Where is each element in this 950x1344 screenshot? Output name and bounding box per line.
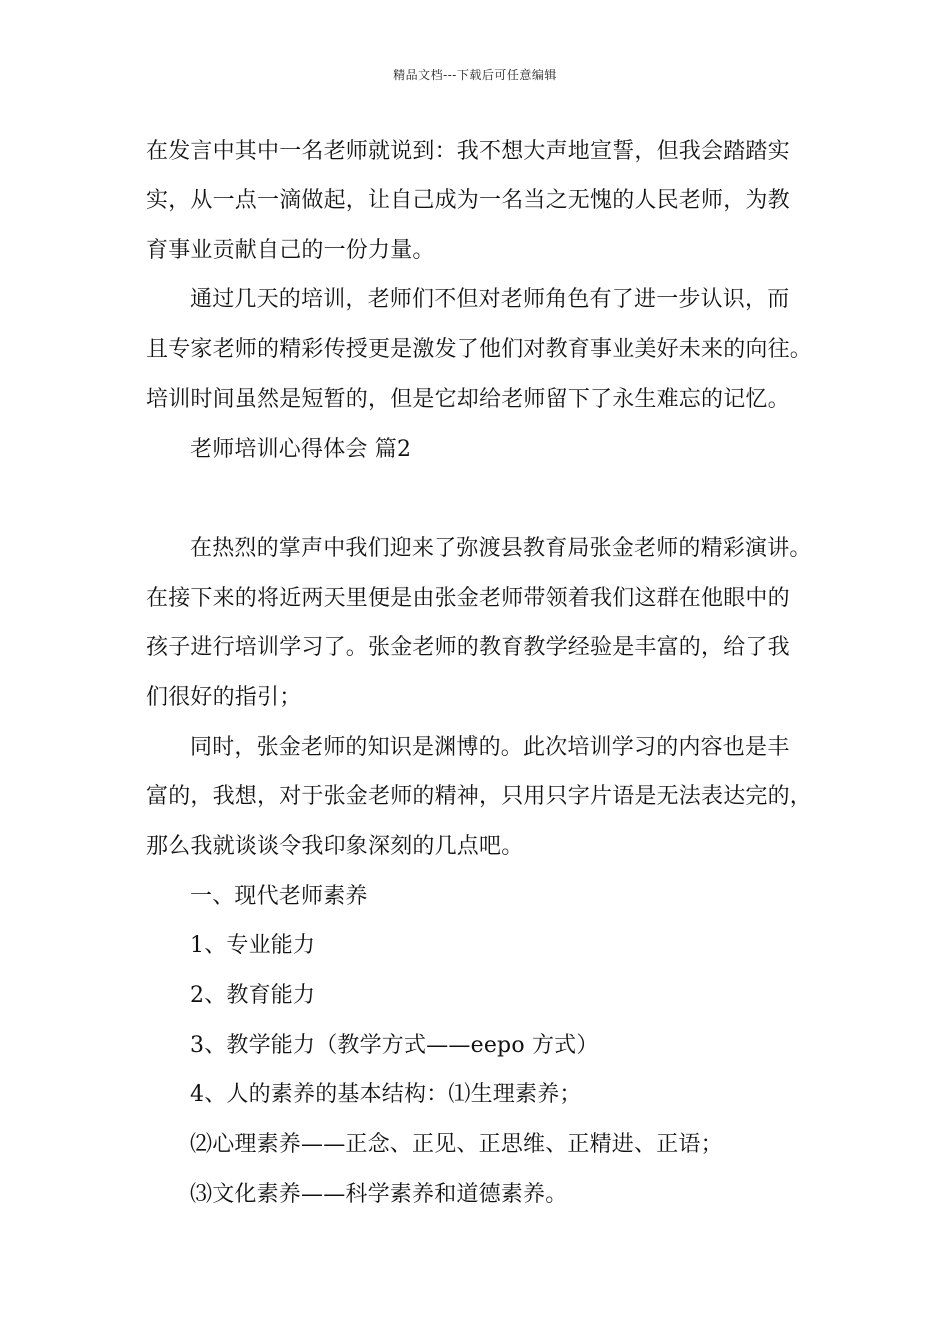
list-item: 1、专业能力: [190, 933, 316, 958]
paragraph-line: 们很好的指引；: [146, 685, 302, 710]
paragraph-line: 那么我就谈谈令我印象深刻的几点吧。: [146, 834, 524, 859]
paragraph-line: 育事业贡献自己的一份力量。: [146, 238, 435, 263]
paragraph-line: 在接下来的将近两天里便是由张金老师带领着我们这群在他眼中的: [146, 586, 790, 611]
paragraph-line: 富的，我想，对于张金老师的精神，只用只字片语是无法表达完的，: [146, 784, 813, 809]
list-item: ⑵心理素养——正念、正见、正思维、正精进、正语；: [190, 1132, 723, 1157]
paragraph-line: 在热烈的掌声中我们迎来了弥渡县教育局张金老师的精彩演讲。: [190, 536, 812, 561]
paragraph-line: 同时，张金老师的知识是渊博的。此次培训学习的内容也是丰: [190, 735, 790, 760]
list-heading: 一、现代老师素养: [190, 884, 368, 909]
paragraph-line: 培训时间虽然是短暂的，但是它却给老师留下了永生难忘的记忆。: [146, 387, 790, 412]
paragraph-line: 孩子进行培训学习了。张金老师的教育教学经验是丰富的，给了我: [146, 635, 790, 660]
section-heading: 老师培训心得体会 篇2: [190, 437, 412, 462]
list-item: ⑶文化素养——科学素养和道德素养。: [190, 1182, 568, 1207]
paragraph-line: 实，从一点一滴做起，让自己成为一名当之无愧的人民老师，为教: [146, 188, 790, 213]
list-item: 2、教育能力: [190, 983, 316, 1008]
page-header: 精品文档---下载后可任意编辑: [393, 68, 557, 82]
paragraph-line: 通过几天的培训，老师们不但对老师角色有了进一步认识，而: [190, 287, 790, 312]
paragraph-line: 且专家老师的精彩传授更是激发了他们对教育事业美好未来的向往。: [146, 337, 813, 362]
list-item: 4、人的素养的基本结构：⑴生理素养；: [190, 1082, 582, 1107]
paragraph-line: 在发言中其中一名老师就说到：我不想大声地宣誓，但我会踏踏实: [146, 139, 790, 164]
list-item: 3、教学能力（教学方式——eepo 方式）: [190, 1033, 599, 1058]
